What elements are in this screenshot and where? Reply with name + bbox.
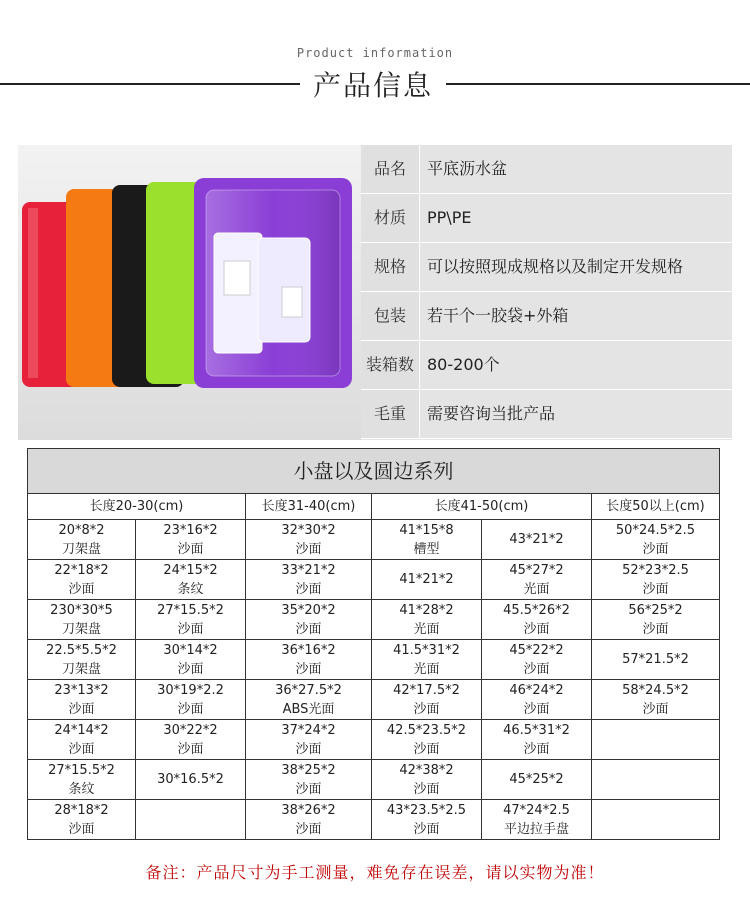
spec-cell [372, 520, 482, 560]
info-row [361, 194, 732, 243]
spec-finish: 沙面 [295, 781, 322, 797]
spec-size: 20*8*2 [58, 522, 105, 538]
spec-finish: 光面 [413, 661, 440, 677]
info-key: 材质 [361, 194, 420, 242]
info-value: 80-200个 [427, 355, 500, 374]
spec-size: 50*24.5*2.5 [615, 522, 696, 538]
info-row [361, 292, 732, 341]
info-key: 装箱数 [361, 341, 420, 389]
spec-cell [246, 760, 372, 800]
spec-cell [482, 520, 592, 560]
spec-finish: 沙面 [68, 701, 95, 717]
spec-finish: 沙面 [642, 581, 669, 597]
spec-size: 38*25*2 [281, 762, 336, 778]
spec-finish: 沙面 [413, 741, 440, 757]
spec-table-title: 小盘以及圆边系列 [28, 449, 719, 494]
spec-cell [136, 720, 246, 760]
spec-cell [592, 800, 719, 840]
spec-cell [592, 640, 719, 680]
spec-finish: 沙面 [413, 822, 440, 837]
spec-cell [28, 720, 136, 760]
spec-size: 36*16*2 [281, 642, 336, 658]
spec-cell [246, 520, 372, 560]
spec-size: 41*28*2 [399, 602, 454, 618]
spec-finish: 刀架盘 [61, 661, 101, 677]
spec-size: 36*27.5*2 [275, 682, 342, 698]
spec-size: 45*25*2 [509, 772, 564, 787]
spec-finish: 沙面 [642, 541, 669, 557]
spec-size: 27*15.5*2 [157, 602, 224, 618]
spec-column-header: 长度50以上(cm) [592, 494, 719, 520]
product-photo [18, 145, 361, 440]
spec-cell [28, 760, 136, 800]
spec-finish: 沙面 [295, 621, 322, 637]
spec-finish: 条纹 [68, 781, 95, 797]
spec-cell [136, 600, 246, 640]
spec-cell [482, 800, 592, 840]
spec-finish: 沙面 [413, 701, 440, 717]
spec-size: 22.5*5.5*2 [46, 642, 117, 658]
spec-cell [482, 560, 592, 600]
spec-finish: 沙面 [523, 701, 550, 717]
spec-cell [246, 600, 372, 640]
spec-size: 42*17.5*2 [393, 682, 460, 698]
spec-cell [28, 600, 136, 640]
spec-size: 47*24*2.5 [503, 803, 570, 818]
info-row [361, 341, 732, 390]
spec-size: 52*23*2.5 [622, 562, 689, 578]
info-key: 毛重 [361, 390, 420, 438]
spec-finish: 沙面 [523, 741, 550, 757]
spec-size: 23*13*2 [54, 682, 109, 698]
spec-finish: 沙面 [642, 701, 669, 717]
spec-finish: 沙面 [642, 621, 669, 637]
spec-finish: 沙面 [177, 741, 204, 757]
spec-size: 24*14*2 [54, 722, 109, 738]
spec-finish: 沙面 [177, 701, 204, 717]
spec-size: 46*24*2 [509, 682, 564, 698]
spec-size: 41*15*8 [399, 522, 454, 538]
spec-table [27, 448, 720, 840]
spec-finish: 沙面 [523, 621, 550, 637]
spec-size: 46.5*31*2 [503, 722, 570, 738]
spec-size: 27*15.5*2 [48, 762, 115, 778]
spec-size: 43*21*2 [509, 532, 564, 547]
spec-size: 22*18*2 [54, 562, 109, 578]
spec-size: 42.5*23.5*2 [386, 722, 467, 738]
spec-cell [28, 560, 136, 600]
header-line-right [446, 83, 750, 85]
spec-size: 30*19*2.2 [157, 682, 224, 698]
spec-finish: 沙面 [177, 541, 204, 557]
spec-cell [372, 760, 482, 800]
spec-size: 56*25*2 [628, 602, 683, 618]
spec-size: 230*30*5 [50, 602, 113, 618]
spec-finish: 沙面 [295, 822, 322, 837]
spec-cell [592, 520, 719, 560]
spec-size: 57*21.5*2 [622, 652, 689, 667]
spec-cell [592, 720, 719, 760]
info-table [361, 145, 732, 440]
info-value: PP\PE [427, 208, 472, 227]
tray-red-highlight [28, 208, 38, 378]
spec-cell [246, 720, 372, 760]
spec-size: 41*21*2 [399, 572, 454, 587]
spec-finish: 光面 [413, 621, 440, 637]
spec-finish: 沙面 [295, 581, 322, 597]
spec-finish: 沙面 [68, 581, 95, 597]
spec-size: 30*16.5*2 [157, 772, 224, 787]
spec-cell [28, 520, 136, 560]
spec-finish: 沙面 [413, 781, 440, 797]
spec-size: 42*38*2 [399, 762, 454, 778]
spec-finish: 槽型 [413, 541, 440, 557]
spec-cell [482, 640, 592, 680]
info-row [361, 145, 732, 194]
spec-cell [592, 600, 719, 640]
spec-cell [372, 800, 482, 840]
spec-finish: ABS光面 [282, 701, 335, 717]
spec-size: 45*27*2 [509, 562, 564, 578]
spec-finish: 沙面 [68, 822, 95, 837]
spec-size: 35*20*2 [281, 602, 336, 618]
info-value: 需要咨询当批产品 [427, 404, 556, 423]
info-value: 若干个一胶袋+外箱 [427, 306, 569, 325]
spec-finish: 沙面 [177, 661, 204, 677]
spec-size: 30*14*2 [163, 642, 218, 658]
spec-cell [482, 680, 592, 720]
info-value: 平底沥水盆 [427, 159, 508, 178]
info-row [361, 390, 732, 439]
spec-size: 30*22*2 [163, 722, 218, 738]
spec-size: 41.5*31*2 [393, 642, 460, 658]
box-label-left [224, 261, 250, 295]
spec-size: 45.5*26*2 [503, 602, 570, 618]
box-label-right [282, 287, 302, 317]
spec-column-header: 长度41-50(cm) [372, 494, 592, 520]
spec-cell [372, 640, 482, 680]
spec-size: 37*24*2 [281, 722, 336, 738]
footnote: 备注：产品尺寸为手工测量，难免存在误差，请以实物为准！ [145, 863, 605, 882]
spec-finish: 沙面 [523, 661, 550, 677]
spec-finish: 沙面 [295, 541, 322, 557]
spec-column-header: 长度20-30(cm) [28, 494, 246, 520]
spec-finish: 沙面 [177, 621, 204, 637]
spec-cell [136, 560, 246, 600]
spec-size: 45*22*2 [509, 642, 564, 658]
spec-size: 43*23.5*2.5 [386, 803, 467, 818]
info-value: 可以按照现成规格以及制定开发规格 [427, 257, 684, 276]
spec-column-header: 长度31-40(cm) [246, 494, 372, 520]
header-line-left [0, 83, 300, 85]
spec-size: 23*16*2 [163, 522, 218, 538]
info-key: 规格 [361, 243, 420, 291]
spec-cell [246, 800, 372, 840]
spec-cell [372, 560, 482, 600]
spec-size: 38*26*2 [281, 803, 336, 818]
spec-finish: 刀架盘 [61, 541, 101, 557]
spec-cell [482, 720, 592, 760]
header-subtitle: Product information [296, 46, 454, 60]
spec-cell [482, 760, 592, 800]
info-row [361, 243, 732, 292]
spec-cell [28, 800, 136, 840]
spec-finish: 沙面 [295, 661, 322, 677]
spec-cell [246, 680, 372, 720]
spec-finish: 沙面 [68, 741, 95, 757]
spec-size: 32*30*2 [281, 522, 336, 538]
spec-cell [592, 680, 719, 720]
spec-cell [136, 520, 246, 560]
spec-finish: 刀架盘 [61, 621, 101, 637]
spec-cell [592, 560, 719, 600]
spec-cell [372, 720, 482, 760]
spec-size: 28*18*2 [54, 803, 109, 818]
info-section [18, 145, 732, 440]
header-title: 产品信息 [312, 69, 433, 102]
spec-size: 24*15*2 [163, 562, 218, 578]
spec-cell [28, 640, 136, 680]
spec-finish: 光面 [523, 581, 550, 597]
spec-cell [136, 800, 246, 840]
info-key: 品名 [361, 145, 420, 193]
spec-cell [482, 600, 592, 640]
spec-cell [136, 760, 246, 800]
spec-cell [592, 760, 719, 800]
spec-cell [136, 640, 246, 680]
spec-finish: 沙面 [295, 741, 322, 757]
spec-size: 33*21*2 [281, 562, 336, 578]
spec-cell [372, 600, 482, 640]
spec-cell [136, 680, 246, 720]
trays-illustration [18, 145, 361, 440]
spec-cell [246, 640, 372, 680]
spec-cell [28, 680, 136, 720]
info-key: 包装 [361, 292, 420, 340]
spec-size: 58*24.5*2 [622, 682, 689, 698]
spec-finish: 条纹 [177, 581, 204, 597]
spec-finish: 平边拉手盘 [503, 822, 569, 837]
spec-cell [372, 680, 482, 720]
spec-cell [246, 560, 372, 600]
